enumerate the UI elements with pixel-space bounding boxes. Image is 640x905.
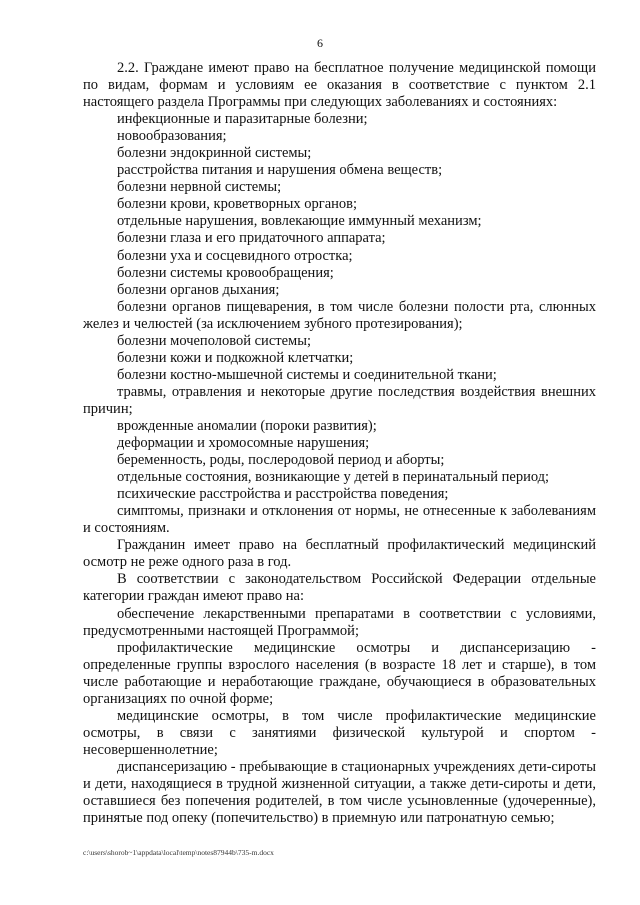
disease-item: болезни костно-мышечной системы и соединительной ткани; [117,366,497,383]
disease-item: болезни крови, кроветворных органов; [117,196,358,213]
disease-item: болезни системы кровообращения; [117,264,334,281]
rights-item: медицинские осмотры, в том числе профилактические медицинские осмотры, в связи с занятиями физической культурой и спортом - несовершеннолетние; [83,707,596,758]
body-text [83,60,596,827]
disease-item: отдельные состояния, возникающие у детей в перинатальный период; [117,469,550,486]
checkup-paragraph: Гражданин имеет право на бесплатный профилактический медицинский осмотр не реже одного раза в год. [83,537,596,571]
disease-item: болезни органов дыхания; [117,281,280,298]
disease-item: болезни мочеполовой системы; [117,332,311,349]
disease-item: болезни эндокринной системы; [117,145,312,162]
disease-item: отдельные нарушения, вовлекающие иммунный механизм; [117,213,482,230]
disease-item: болезни глаза и его придаточного аппарата; [117,230,386,247]
page-number: 6 [317,36,323,50]
disease-item: симптомы, признаки и отклонения от нормы, не отнесенные к заболеваниям и состояниям. [83,503,596,537]
disease-item: болезни органов пищеварения, в том числе болезни полости рта, слюнных желез и челюстей (за исключением зубного протезирования); [83,298,596,332]
disease-item: болезни кожи и подкожной клетчатки; [117,349,354,366]
rights-item: профилактические медицинские осмотры и диспансеризацию - определенные группы взрослого населения (в возрасте 18 лет и старше), в том числе работающие и неработающие граждане, обучающиеся в образовательных организациях по очной форме; [83,639,596,707]
rights-item: диспансеризацию - пребывающие в стационарных учреждениях дети-сироты и дети, находящиеся в трудной жизненной ситуации, а также дети-сироты и дети, оставшиеся без попечения родителей, в том числе усыновленные (удочеренные), принятые под опеку (попечительство) в приемную или патронатную семью; [83,758,596,827]
disease-item: врожденные аномалии (пороки развития); [117,417,377,434]
disease-item: новообразования; [117,128,227,145]
disease-item: расстройства питания и нарушения обмена веществ; [117,162,443,179]
file-path-footer: c:\users\shorob~1\appdata\local\temp\notes87944b\735-m.docx [83,848,274,857]
disease-item: болезни уха и сосцевидного отростка; [117,247,353,264]
disease-item: беременность, роды, послеродовой период и аборты; [117,452,445,469]
disease-item: болезни нервной системы; [117,179,282,196]
intro-paragraph: 2.2. Граждане имеют право на бесплатное получение медицинской помощи по видам, формам и условиям ее оказания в соответствие с пунктом 2.1 настоящего раздела Программы при следующих заболеваниях и состояниях: [83,60,596,111]
disease-item: психические расстройства и расстройства поведения; [117,486,449,503]
disease-item: инфекционные и паразитарные болезни; [117,111,368,128]
disease-item: травмы, отравления и некоторые другие последствия воздействия внешних причин; [83,383,596,417]
rights-intro-paragraph: В соответствии с законодательством Российской Федерации отдельные категории граждан имеют право на: [83,571,596,605]
rights-item: обеспечение лекарственными препаратами в соответствии с условиями, предусмотренными настоящей Программой; [83,605,596,639]
disease-item: деформации и хромосомные нарушения; [117,435,370,452]
